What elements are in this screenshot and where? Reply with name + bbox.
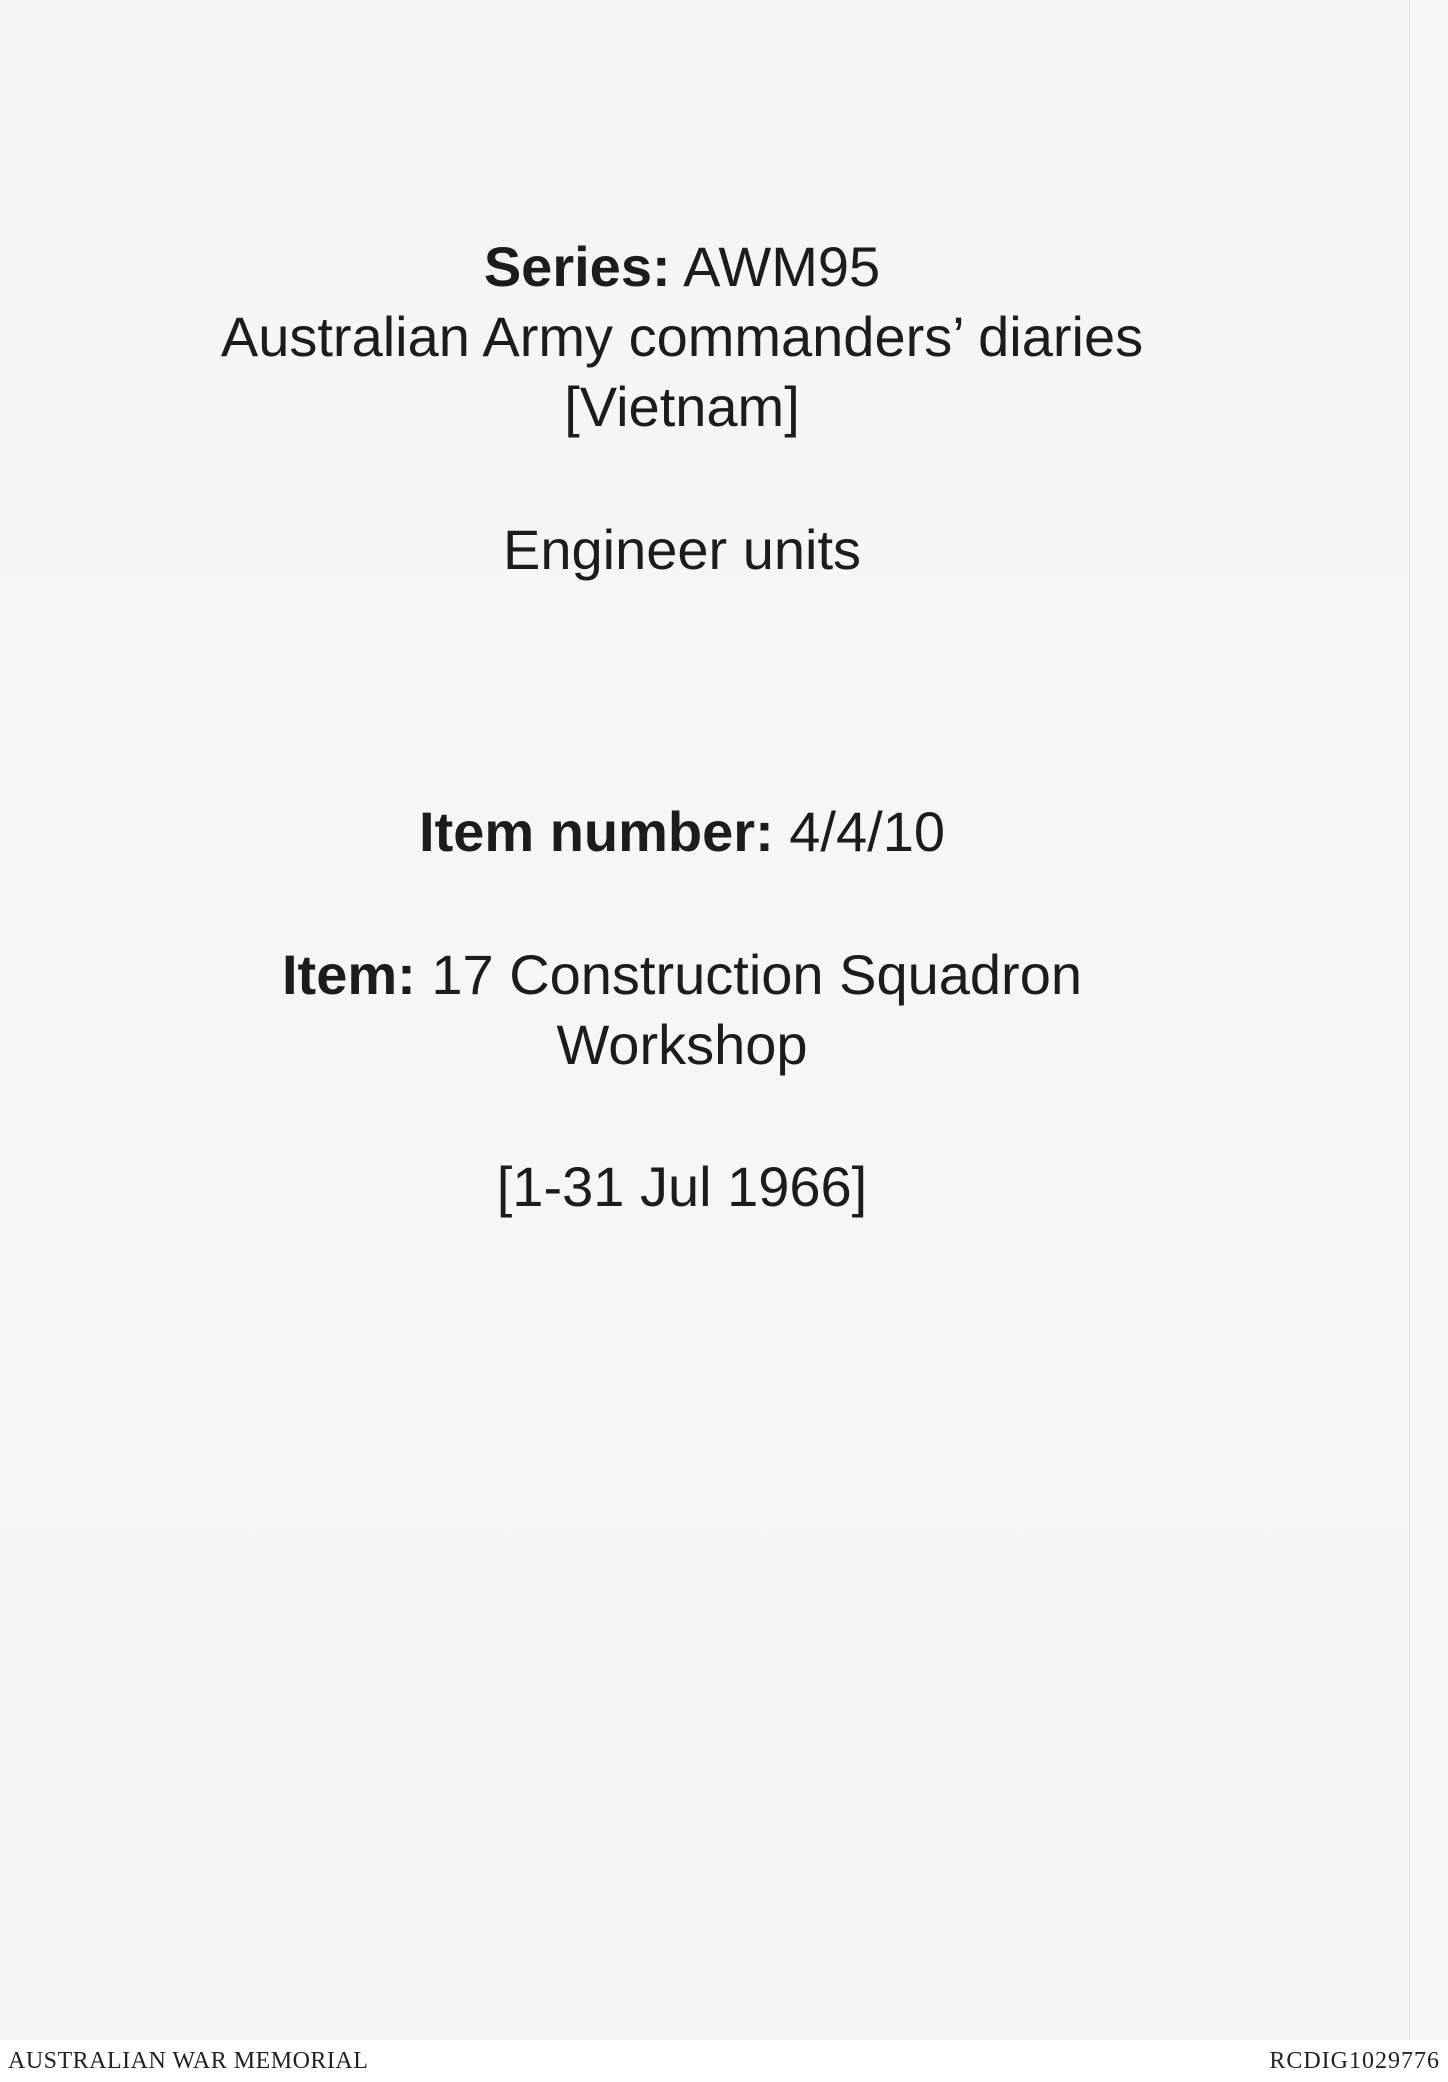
date-range: [1-31 Jul 1966] <box>496 1155 868 1218</box>
category-heading: Engineer units <box>502 518 861 581</box>
page-edge <box>1409 0 1448 2040</box>
institution-name: AUSTRALIAN WAR MEMORIAL <box>8 2048 369 2074</box>
series-value: AWM95 <box>683 235 881 298</box>
series-line <box>0 232 1364 302</box>
item-value-line-1: 17 Construction Squadron <box>431 943 1082 1006</box>
series-title-line-2: [Vietnam] <box>564 375 800 438</box>
item-number-value: 4/4/10 <box>789 800 945 863</box>
footer-bar <box>0 2040 1448 2082</box>
item-label: Item: <box>281 943 416 1006</box>
record-id: RCDIG1029776 <box>1269 2048 1440 2074</box>
item-number-label: Item number: <box>419 800 774 863</box>
item-line <box>0 940 1364 1010</box>
item-number-line <box>0 797 1364 867</box>
item-value-line-2: Workshop <box>556 1013 808 1076</box>
series-label: Series: <box>483 235 671 298</box>
series-title-line-1: Australian Army commanders’ diaries <box>220 305 1144 368</box>
